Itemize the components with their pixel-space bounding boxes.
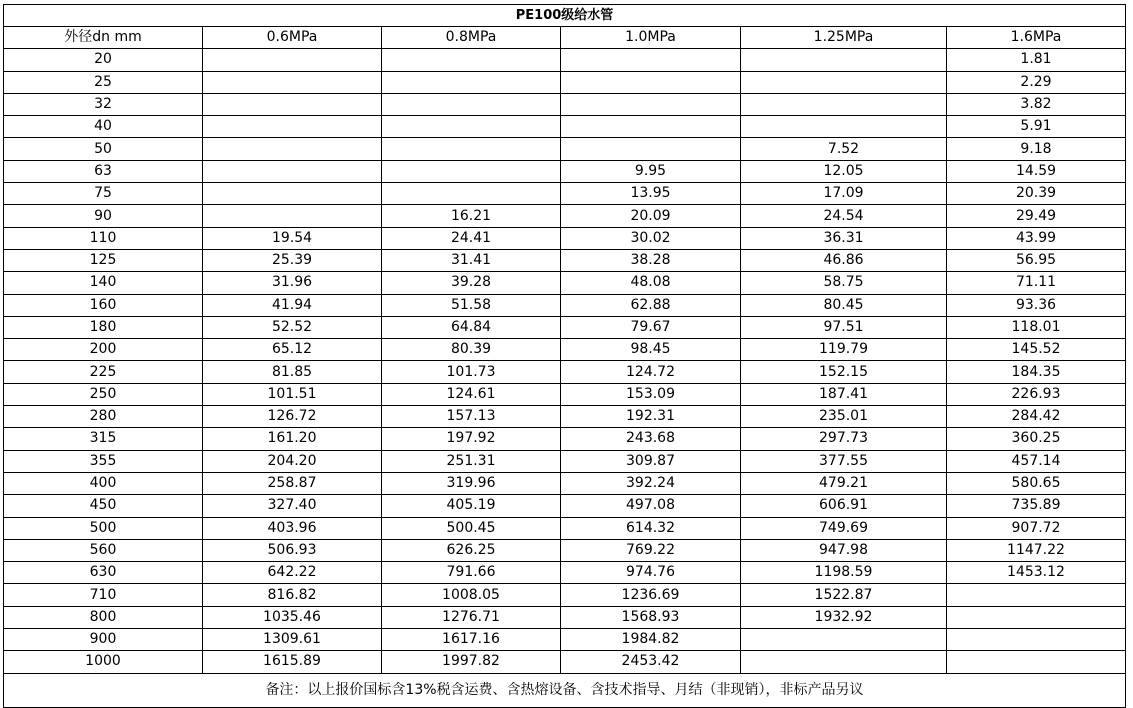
price-cell: [203, 93, 382, 115]
header-cell: 0.8MPa: [382, 27, 561, 49]
price-cell: 19.54: [203, 227, 382, 249]
table-row: [4, 116, 1126, 138]
price-cell: 1276.71: [382, 606, 561, 628]
diameter-cell: 900: [4, 629, 203, 651]
table-row: [4, 562, 1126, 584]
note-row: [4, 673, 1126, 707]
table-row: [4, 584, 1126, 606]
price-cell: [947, 629, 1126, 651]
price-cell: 71.11: [947, 272, 1126, 294]
price-cell: 62.88: [561, 294, 741, 316]
price-cell: 153.09: [561, 383, 741, 405]
price-cell: 14.59: [947, 160, 1126, 182]
price-cell: 51.58: [382, 294, 561, 316]
table-row: [4, 138, 1126, 160]
price-cell: 580.65: [947, 472, 1126, 494]
table-row: [4, 93, 1126, 115]
diameter-cell: 32: [4, 93, 203, 115]
diameter-cell: 125: [4, 249, 203, 271]
diameter-cell: 710: [4, 584, 203, 606]
table-row: [4, 606, 1126, 628]
price-cell: 392.24: [561, 472, 741, 494]
price-cell: 749.69: [741, 517, 947, 539]
price-cell: 1997.82: [382, 651, 561, 673]
table-row: [4, 472, 1126, 494]
diameter-cell: 25: [4, 71, 203, 93]
price-cell: 360.25: [947, 428, 1126, 450]
price-cell: [561, 116, 741, 138]
price-cell: 25.39: [203, 249, 382, 271]
price-cell: [741, 93, 947, 115]
price-cell: 124.61: [382, 383, 561, 405]
price-cell: 124.72: [561, 361, 741, 383]
price-cell: 30.02: [561, 227, 741, 249]
price-cell: 46.86: [741, 249, 947, 271]
diameter-cell: 315: [4, 428, 203, 450]
price-cell: 791.66: [382, 562, 561, 584]
price-cell: 377.55: [741, 450, 947, 472]
price-cell: [382, 138, 561, 160]
price-cell: 24.41: [382, 227, 561, 249]
price-cell: 152.15: [741, 361, 947, 383]
table-row: [4, 249, 1126, 271]
price-cell: 614.32: [561, 517, 741, 539]
price-cell: [382, 116, 561, 138]
diameter-cell: 400: [4, 472, 203, 494]
price-cell: 192.31: [561, 406, 741, 428]
price-cell: 184.35: [947, 361, 1126, 383]
price-cell: 1147.22: [947, 539, 1126, 561]
price-cell: 36.31: [741, 227, 947, 249]
diameter-cell: 20: [4, 49, 203, 71]
price-cell: 974.76: [561, 562, 741, 584]
price-cell: 7.52: [741, 138, 947, 160]
price-cell: 1453.12: [947, 562, 1126, 584]
price-cell: [741, 116, 947, 138]
diameter-cell: 280: [4, 406, 203, 428]
price-cell: [947, 606, 1126, 628]
price-cell: 243.68: [561, 428, 741, 450]
table-row: [4, 450, 1126, 472]
diameter-cell: 225: [4, 361, 203, 383]
price-cell: 38.28: [561, 249, 741, 271]
header-cell: 0.6MPa: [203, 27, 382, 49]
price-cell: [382, 160, 561, 182]
price-cell: [203, 116, 382, 138]
price-cell: 119.79: [741, 339, 947, 361]
price-cell: [561, 71, 741, 93]
price-cell: 1617.16: [382, 629, 561, 651]
price-cell: 17.09: [741, 183, 947, 205]
price-cell: 1984.82: [561, 629, 741, 651]
price-cell: [203, 205, 382, 227]
diameter-cell: 355: [4, 450, 203, 472]
price-cell: 1.81: [947, 49, 1126, 71]
price-cell: 479.21: [741, 472, 947, 494]
price-cell: [561, 49, 741, 71]
table-row: [4, 49, 1126, 71]
diameter-cell: 500: [4, 517, 203, 539]
price-cell: 319.96: [382, 472, 561, 494]
diameter-cell: 450: [4, 495, 203, 517]
table-row: [4, 428, 1126, 450]
price-cell: 226.93: [947, 383, 1126, 405]
price-cell: [741, 651, 947, 673]
price-cell: 1932.92: [741, 606, 947, 628]
table-row: [4, 539, 1126, 561]
diameter-cell: 90: [4, 205, 203, 227]
price-cell: 65.12: [203, 339, 382, 361]
price-cell: 79.67: [561, 316, 741, 338]
price-cell: [561, 93, 741, 115]
price-cell: 327.40: [203, 495, 382, 517]
price-cell: 93.36: [947, 294, 1126, 316]
price-cell: [382, 71, 561, 93]
price-cell: [382, 49, 561, 71]
table-row: [4, 205, 1126, 227]
price-cell: 735.89: [947, 495, 1126, 517]
price-cell: 405.19: [382, 495, 561, 517]
price-cell: 187.41: [741, 383, 947, 405]
diameter-cell: 50: [4, 138, 203, 160]
price-cell: 24.54: [741, 205, 947, 227]
header-cell: 1.25MPa: [741, 27, 947, 49]
price-cell: 97.51: [741, 316, 947, 338]
price-cell: 20.39: [947, 183, 1126, 205]
price-cell: 947.98: [741, 539, 947, 561]
price-cell: 907.72: [947, 517, 1126, 539]
price-cell: 5.91: [947, 116, 1126, 138]
table-row: [4, 406, 1126, 428]
price-cell: 48.08: [561, 272, 741, 294]
price-cell: [382, 183, 561, 205]
price-cell: [741, 71, 947, 93]
diameter-cell: 630: [4, 562, 203, 584]
price-cell: 816.82: [203, 584, 382, 606]
price-cell: 258.87: [203, 472, 382, 494]
price-cell: 145.52: [947, 339, 1126, 361]
price-cell: 769.22: [561, 539, 741, 561]
note-text: 备注：以上报价国标含13%税含运费、含热熔设备、含技术指导、月结（非现销），非标产品另议: [4, 673, 1126, 707]
price-cell: 297.73: [741, 428, 947, 450]
header-cell: 外径dn mm: [4, 27, 203, 49]
price-cell: [741, 49, 947, 71]
diameter-cell: 200: [4, 339, 203, 361]
diameter-cell: 63: [4, 160, 203, 182]
price-cell: 126.72: [203, 406, 382, 428]
price-cell: 1236.69: [561, 584, 741, 606]
price-cell: [203, 71, 382, 93]
price-cell: 457.14: [947, 450, 1126, 472]
table-row: [4, 272, 1126, 294]
diameter-cell: 180: [4, 316, 203, 338]
diameter-cell: 140: [4, 272, 203, 294]
price-cell: 157.13: [382, 406, 561, 428]
price-cell: 80.39: [382, 339, 561, 361]
price-cell: 31.41: [382, 249, 561, 271]
header-row: [4, 27, 1126, 49]
price-cell: [203, 183, 382, 205]
table-row: [4, 160, 1126, 182]
price-cell: 197.92: [382, 428, 561, 450]
price-cell: 251.31: [382, 450, 561, 472]
header-cell: 1.6MPa: [947, 27, 1126, 49]
diameter-cell: 1000: [4, 651, 203, 673]
table-row: [4, 383, 1126, 405]
price-cell: 64.84: [382, 316, 561, 338]
price-cell: 500.45: [382, 517, 561, 539]
diameter-cell: 560: [4, 539, 203, 561]
price-cell: [561, 138, 741, 160]
price-cell: 1522.87: [741, 584, 947, 606]
diameter-cell: 110: [4, 227, 203, 249]
price-cell: 2.29: [947, 71, 1126, 93]
price-cell: 29.49: [947, 205, 1126, 227]
price-cell: [741, 629, 947, 651]
price-cell: 31.96: [203, 272, 382, 294]
price-cell: 118.01: [947, 316, 1126, 338]
diameter-cell: 160: [4, 294, 203, 316]
table-row: [4, 361, 1126, 383]
price-cell: 204.20: [203, 450, 382, 472]
price-cell: 3.82: [947, 93, 1126, 115]
price-cell: 9.95: [561, 160, 741, 182]
price-cell: 101.73: [382, 361, 561, 383]
price-cell: 16.21: [382, 205, 561, 227]
table-row: [4, 71, 1126, 93]
price-cell: 1568.93: [561, 606, 741, 628]
diameter-cell: 800: [4, 606, 203, 628]
price-cell: 13.95: [561, 183, 741, 205]
price-cell: 606.91: [741, 495, 947, 517]
price-cell: 161.20: [203, 428, 382, 450]
table-row: [4, 517, 1126, 539]
price-cell: [203, 49, 382, 71]
price-cell: 52.52: [203, 316, 382, 338]
diameter-cell: 250: [4, 383, 203, 405]
table-row: [4, 227, 1126, 249]
title-row: [4, 5, 1126, 27]
table-row: [4, 651, 1126, 673]
table-row: [4, 629, 1126, 651]
price-cell: 56.95: [947, 249, 1126, 271]
price-cell: 101.51: [203, 383, 382, 405]
price-cell: 403.96: [203, 517, 382, 539]
price-table: [3, 4, 1126, 708]
price-cell: [382, 93, 561, 115]
price-cell: 81.85: [203, 361, 382, 383]
price-cell: 2453.42: [561, 651, 741, 673]
price-cell: 309.87: [561, 450, 741, 472]
price-cell: 235.01: [741, 406, 947, 428]
diameter-cell: 40: [4, 116, 203, 138]
price-cell: 80.45: [741, 294, 947, 316]
price-cell: 12.05: [741, 160, 947, 182]
price-cell: 1035.46: [203, 606, 382, 628]
table-row: [4, 339, 1126, 361]
price-cell: 626.25: [382, 539, 561, 561]
price-cell: 9.18: [947, 138, 1126, 160]
price-cell: 497.08: [561, 495, 741, 517]
price-cell: 43.99: [947, 227, 1126, 249]
price-cell: 20.09: [561, 205, 741, 227]
price-cell: 39.28: [382, 272, 561, 294]
price-cell: 1198.59: [741, 562, 947, 584]
price-cell: 1008.05: [382, 584, 561, 606]
table-title: PE100级给水管: [4, 5, 1126, 27]
table-row: [4, 294, 1126, 316]
table-row: [4, 316, 1126, 338]
table-row: [4, 495, 1126, 517]
diameter-cell: 75: [4, 183, 203, 205]
price-cell: 1309.61: [203, 629, 382, 651]
price-cell: 41.94: [203, 294, 382, 316]
price-cell: 58.75: [741, 272, 947, 294]
price-cell: [947, 651, 1126, 673]
price-cell: [203, 160, 382, 182]
price-cell: 642.22: [203, 562, 382, 584]
price-cell: 506.93: [203, 539, 382, 561]
price-cell: [947, 584, 1126, 606]
header-cell: 1.0MPa: [561, 27, 741, 49]
price-cell: [203, 138, 382, 160]
price-cell: 98.45: [561, 339, 741, 361]
price-cell: 284.42: [947, 406, 1126, 428]
table-row: [4, 183, 1126, 205]
price-cell: 1615.89: [203, 651, 382, 673]
